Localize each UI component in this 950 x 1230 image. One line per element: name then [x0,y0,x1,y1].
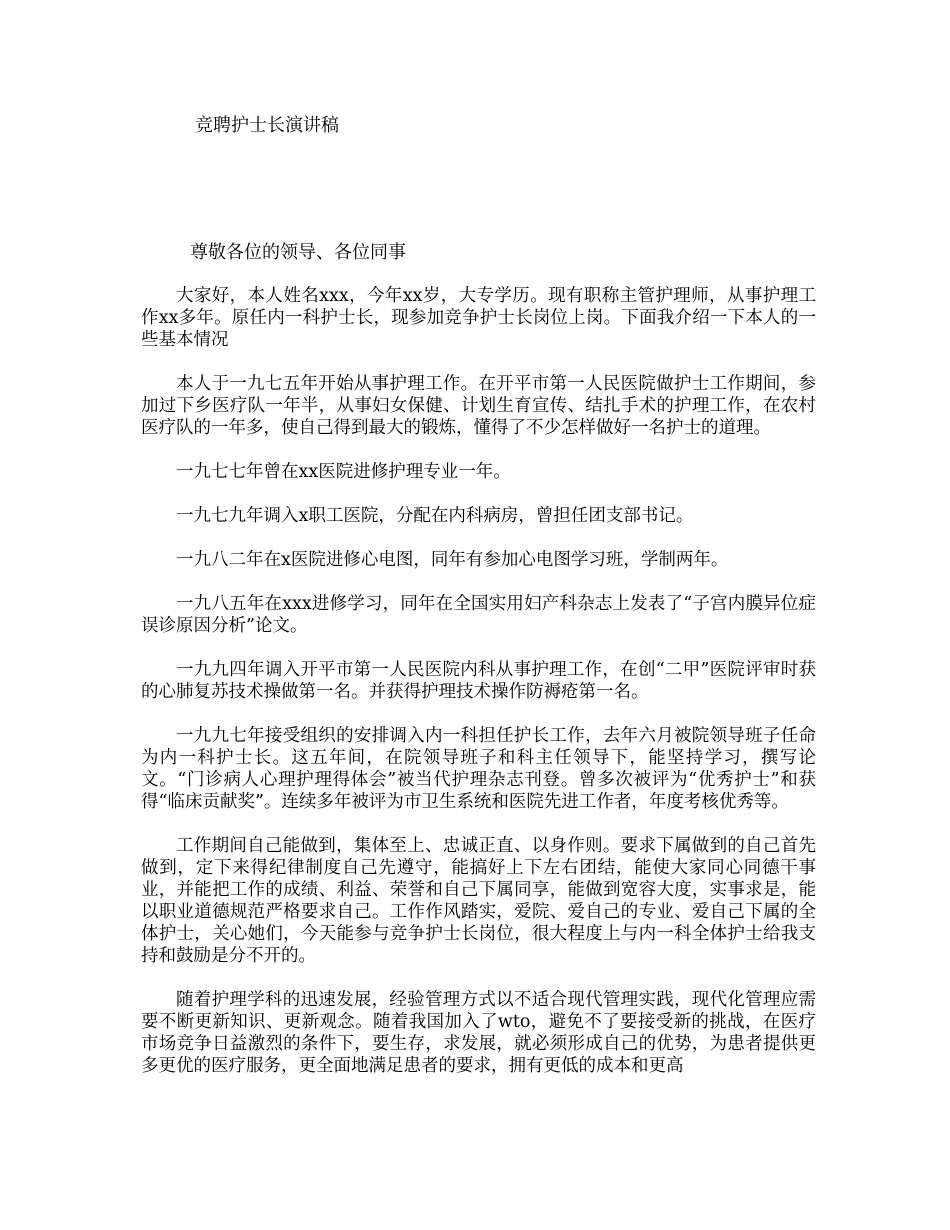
paragraph-1979: 一九七九年调入x职工医院，分配在内科病房，曾担任团支部书记。 [176,506,694,526]
paragraph-intro: 大家好，本人姓名xxx，今年xx岁，大专学历。现有职称主管护理师，从事护理工作xx多年。原任内一科护士长，现参加竞争护士长岗位上岗。下面我介绍一下本人的一些基本情况 [141,286,816,350]
paragraph-1985: 一九八五年在xxx进修学习，同年在全国实用妇产科杂志上发表了“子宫内膜异位症误诊原因分析”论文。 [141,594,816,636]
document-body [141,285,816,1099]
paragraph-1994: 一九九四年调入开平市第一人民医院内科从事护理工作，在创“二甲”医院评审时获的心肺复苏技术操做第一名。并获得护理技术操作防褥疮第一名。 [141,660,816,702]
paragraph-work-ethic: 工作期间自己能做到，集体至上、忠诚正直、以身作则。要求下属做到的自己首先做到，定下来得纪律制度自己先遵守，能搞好上下左右团结，能使大家同心同德干事业，并能把工作的成绩、利益、荣誉和自己下属同享，能做到宽容大度，实事求是，能以职业道德规范严格要求自己。工作作风踏实，爱院、爱自己的专业、爱自己下属的全体护士，关心她们，今天能参与竞争护士长岗位，很大程度上与内一科全体护士给我支持和鼓励是分不开的。 [141,836,816,966]
paragraph-1982: 一九八二年在x医院进修心电图，同年有参加心电图学习班，学制两年。 [176,550,729,570]
paragraph-1977: 一九七七年曾在xx医院进修护理专业一年。 [176,462,511,482]
salutation: 尊敬各位的领导、各位同事 [190,242,406,263]
paragraph-1997: 一九九七年接受组织的安排调入内一科担任护长工作，去年六月被院领导班子任命为内一科护士长。这五年间，在院领导班子和科主任领导下，能坚持学习，撰写论文。“门诊病人心理护理得体会”被当代护理杂志刊登。曾多次被评为“优秀护士”和获得“临床贡献奖”。连续多年被评为市卫生系统和医院先进工作者，年度考核优秀等。 [141,726,816,812]
paragraph-1975: 本人于一九七五年开始从事护理工作。在开平市第一人民医院做护士工作期间，参加过下乡医疗队一年半，从事妇女保健、计划生育宣传、结扎手术的护理工作，在农村医疗队的一年多，使自己得到最大的锻炼，懂得了不少怎样做好一名护士的道理。 [141,374,816,438]
paragraph-development: 随着护理学科的迅速发展，经验管理方式以不适合现代管理实践，现代化管理应需要不断更新知识、更新观念。随着我国加入了wto，避免不了要接受新的挑战，在医疗市场竞争日益激烈的条件下，要生存，求发展，就必须形成自己的优势，为患者提供更多更优的医疗服务，更全面地满足患者的要求，拥有更低的成本和更高 [141,990,816,1076]
document-title: 竞聘护士长演讲稿 [195,115,339,136]
